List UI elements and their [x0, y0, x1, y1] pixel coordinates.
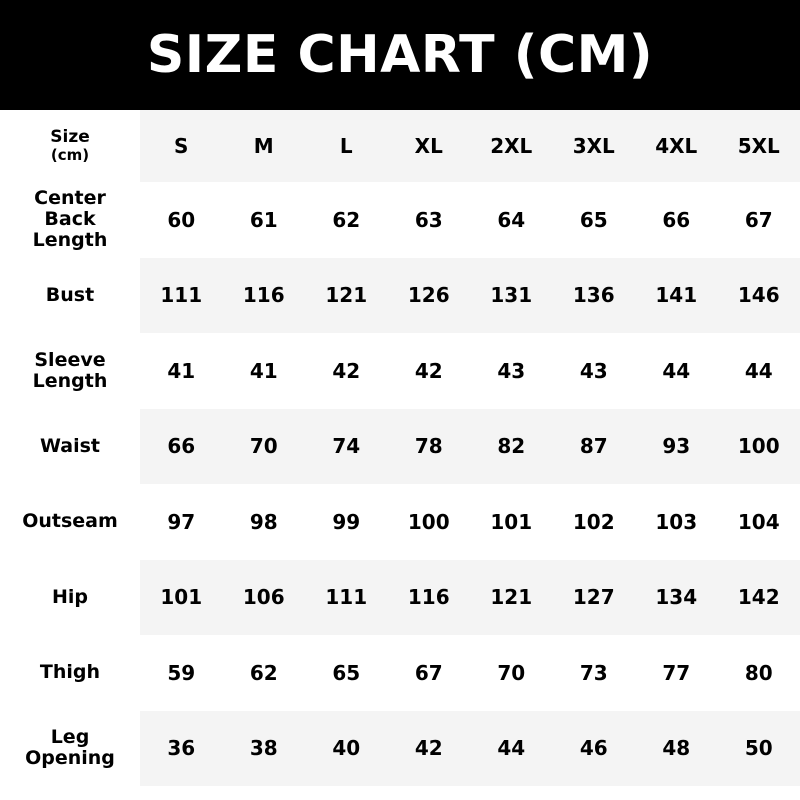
- cell-value: 74: [305, 409, 388, 485]
- page-title: SIZE CHART (CM): [146, 25, 654, 85]
- header-size-m: M: [223, 110, 306, 182]
- row-label-line: Waist: [39, 434, 100, 457]
- cell-value: 131: [470, 258, 553, 334]
- cell-value: 136: [553, 258, 636, 334]
- cell-value: 101: [470, 484, 553, 560]
- size-chart-table: [0, 110, 800, 786]
- header-row: [0, 110, 800, 182]
- title-bar: [0, 0, 800, 110]
- cell-value: 42: [388, 711, 471, 787]
- cell-value: 62: [305, 182, 388, 258]
- table-row: [0, 182, 800, 258]
- cell-value: 66: [635, 182, 718, 258]
- cell-value: 126: [388, 258, 471, 334]
- cell-value: 121: [470, 560, 553, 636]
- corner-unit: (cm): [50, 146, 90, 165]
- cell-value: 43: [553, 333, 636, 409]
- cell-value: 40: [305, 711, 388, 787]
- row-label-sleeve-length: [0, 333, 140, 409]
- cell-value: 44: [635, 333, 718, 409]
- cell-value: 87: [553, 409, 636, 485]
- header-size-s: S: [140, 110, 223, 182]
- header-size-l: L: [305, 110, 388, 182]
- cell-value: 65: [305, 635, 388, 711]
- row-label-line: Outseam: [22, 510, 118, 533]
- cell-value: 121: [305, 258, 388, 334]
- row-label-line: Bust: [45, 283, 95, 306]
- header-size-4xl: 4XL: [635, 110, 718, 182]
- cell-value: 101: [140, 560, 223, 636]
- row-label-line: Length: [32, 369, 108, 392]
- cell-value: 42: [388, 333, 471, 409]
- table-row: [0, 258, 800, 334]
- row-label-line: Length: [32, 229, 108, 252]
- row-label-line: Sleeve: [34, 348, 106, 371]
- cell-value: 61: [223, 182, 306, 258]
- cell-value: 48: [635, 711, 718, 787]
- cell-value: 46: [553, 711, 636, 787]
- cell-value: 98: [223, 484, 306, 560]
- row-label-line: Hip: [51, 585, 88, 608]
- cell-value: 104: [718, 484, 800, 560]
- cell-value: 73: [553, 635, 636, 711]
- header-size-xl: XL: [388, 110, 471, 182]
- cell-value: 142: [718, 560, 800, 636]
- row-label-center-back-length: [0, 182, 140, 258]
- cell-value: 67: [718, 182, 800, 258]
- row-label-waist: [0, 409, 140, 485]
- table-row: [0, 409, 800, 485]
- cell-value: 44: [718, 333, 800, 409]
- row-label-hip: [0, 560, 140, 636]
- header-corner-cell: [0, 110, 140, 182]
- cell-value: 70: [223, 409, 306, 485]
- cell-value: 63: [388, 182, 471, 258]
- row-label-line: Leg: [50, 726, 90, 749]
- cell-value: 97: [140, 484, 223, 560]
- cell-value: 78: [388, 409, 471, 485]
- row-label-thigh: [0, 635, 140, 711]
- cell-value: 67: [388, 635, 471, 711]
- table-row: [0, 484, 800, 560]
- cell-value: 102: [553, 484, 636, 560]
- table-row: [0, 711, 800, 787]
- cell-value: 62: [223, 635, 306, 711]
- row-label-leg-opening: [0, 711, 140, 787]
- header-size-5xl: 5XL: [718, 110, 800, 182]
- cell-value: 77: [635, 635, 718, 711]
- table-body: [0, 182, 800, 786]
- cell-value: 100: [718, 409, 800, 485]
- cell-value: 41: [140, 333, 223, 409]
- cell-value: 103: [635, 484, 718, 560]
- cell-value: 141: [635, 258, 718, 334]
- cell-value: 36: [140, 711, 223, 787]
- cell-value: 134: [635, 560, 718, 636]
- cell-value: 80: [718, 635, 800, 711]
- table-header: [0, 110, 800, 182]
- cell-value: 65: [553, 182, 636, 258]
- header-size-3xl: 3XL: [553, 110, 636, 182]
- corner-label: Size: [50, 127, 90, 148]
- cell-value: 111: [305, 560, 388, 636]
- row-label-line: Thigh: [39, 661, 101, 684]
- cell-value: 70: [470, 635, 553, 711]
- row-label-outseam: [0, 484, 140, 560]
- cell-value: 41: [223, 333, 306, 409]
- row-label-bust: [0, 258, 140, 334]
- cell-value: 64: [470, 182, 553, 258]
- table-row: [0, 560, 800, 636]
- table-row: [0, 333, 800, 409]
- cell-value: 43: [470, 333, 553, 409]
- table-row: [0, 635, 800, 711]
- cell-value: 50: [718, 711, 800, 787]
- cell-value: 111: [140, 258, 223, 334]
- cell-value: 38: [223, 711, 306, 787]
- cell-value: 44: [470, 711, 553, 787]
- cell-value: 99: [305, 484, 388, 560]
- cell-value: 106: [223, 560, 306, 636]
- cell-value: 42: [305, 333, 388, 409]
- cell-value: 116: [388, 560, 471, 636]
- cell-value: 66: [140, 409, 223, 485]
- row-label-line: Opening: [25, 747, 115, 770]
- cell-value: 93: [635, 409, 718, 485]
- cell-value: 146: [718, 258, 800, 334]
- cell-value: 60: [140, 182, 223, 258]
- cell-value: 100: [388, 484, 471, 560]
- row-label-line: Center: [34, 187, 106, 210]
- cell-value: 127: [553, 560, 636, 636]
- row-label-line: Back: [44, 208, 96, 231]
- cell-value: 116: [223, 258, 306, 334]
- cell-value: 59: [140, 635, 223, 711]
- cell-value: 82: [470, 409, 553, 485]
- header-size-2xl: 2XL: [470, 110, 553, 182]
